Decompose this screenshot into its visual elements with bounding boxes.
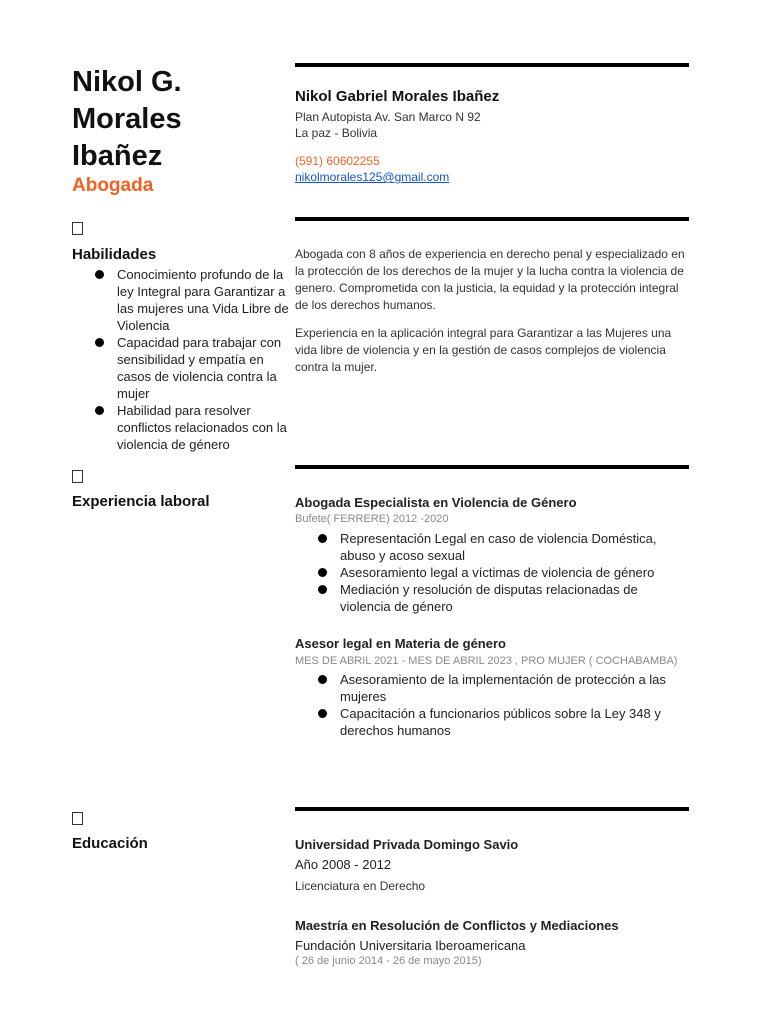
name-line-3: Ibañez (72, 140, 163, 172)
placeholder-glyph-icon (72, 222, 83, 235)
job-meta-1: Bufete( FERRERE) 2012 -2020 (295, 513, 449, 525)
experience-section-title: Experiencia laboral (72, 493, 210, 510)
job-2-bullets (318, 671, 690, 739)
placeholder-glyph-icon (72, 812, 83, 825)
skills-section-title: Habilidades (72, 246, 157, 263)
phone-number: (591) 60602255 (295, 154, 380, 168)
list-item: Asesoramiento de la implementación de protección a las mujeres (318, 671, 690, 705)
address-line-2: La paz - Bolivia (295, 126, 378, 140)
job-meta-2: MES DE ABRIL 2021 - MES DE ABRIL 2023 , PRO MUJER ( COCHABAMBA) (295, 655, 678, 667)
list-item: Representación Legal en caso de violencia Doméstica, abuso y acoso sexual (318, 530, 690, 564)
education-section-title: Educación (72, 835, 148, 852)
list-item: Capacidad para trabajar con sensibilidad y empatía en casos de violencia contra la mujer (95, 334, 290, 402)
education-degree-1: Licenciatura en Derecho (295, 879, 426, 893)
section-rule-contact (295, 63, 689, 67)
summary-paragraph-2: Experiencia en la aplicación integral para Garantizar a las Mujeres una vida libre de violencia y en la gestión de casos complejos de violencia contra la mujer. (295, 326, 672, 374)
summary-paragraph-1: Abogada con 8 años de experiencia en derecho penal y especializado en la protección de los derechos de la mujer y la lucha contra la violencia de genero. Comprometida con la justicia, la equidad y la protección integral de los derechos humanos. (295, 247, 685, 312)
name-line-2: Morales (72, 103, 182, 135)
role-title: Abogada (72, 175, 154, 196)
education-dates-2: ( 26 de junio 2014 - 26 de mayo 2015) (295, 955, 482, 967)
address-line-1: Plan Autopista Av. San Marco N 92 (295, 110, 481, 124)
contact-full-name: Nikol Gabriel Morales Ibañez (295, 88, 500, 105)
skills-list (95, 266, 290, 453)
section-rule-experience (295, 465, 689, 469)
job-1-bullets (318, 530, 690, 615)
education-school-1: Universidad Privada Domingo Savio (295, 837, 519, 852)
education-institution-2: Fundación Universitaria Iberoamericana (295, 938, 526, 953)
placeholder-glyph-icon (72, 470, 83, 483)
list-item: Mediación y resolución de disputas relacionadas de violencia de género (318, 581, 690, 615)
education-years-1: Año 2008 - 2012 (295, 857, 392, 872)
list-item: Capacitación a funcionarios públicos sobre la Ley 348 y derechos humanos (318, 705, 690, 739)
section-rule-summary (295, 217, 689, 221)
list-item: Habilidad para resolver conflictos relacionados con la violencia de género (95, 402, 290, 453)
name-line-1: Nikol G. (72, 66, 182, 98)
list-item: Asesoramiento legal a víctimas de violencia de género (318, 564, 690, 581)
job-title-1: Abogada Especialista en Violencia de Género (295, 495, 577, 510)
education-school-2: Maestría en Resolución de Conflictos y Mediaciones (295, 918, 619, 933)
email-link[interactable]: nikolmorales125@gmail.com (295, 170, 450, 184)
list-item: Conocimiento profundo de la ley Integral para Garantizar a las mujeres una Vida Libre de Violencia (95, 266, 290, 334)
section-rule-education (295, 807, 689, 811)
job-title-2: Asesor legal en Materia de género (295, 636, 506, 651)
